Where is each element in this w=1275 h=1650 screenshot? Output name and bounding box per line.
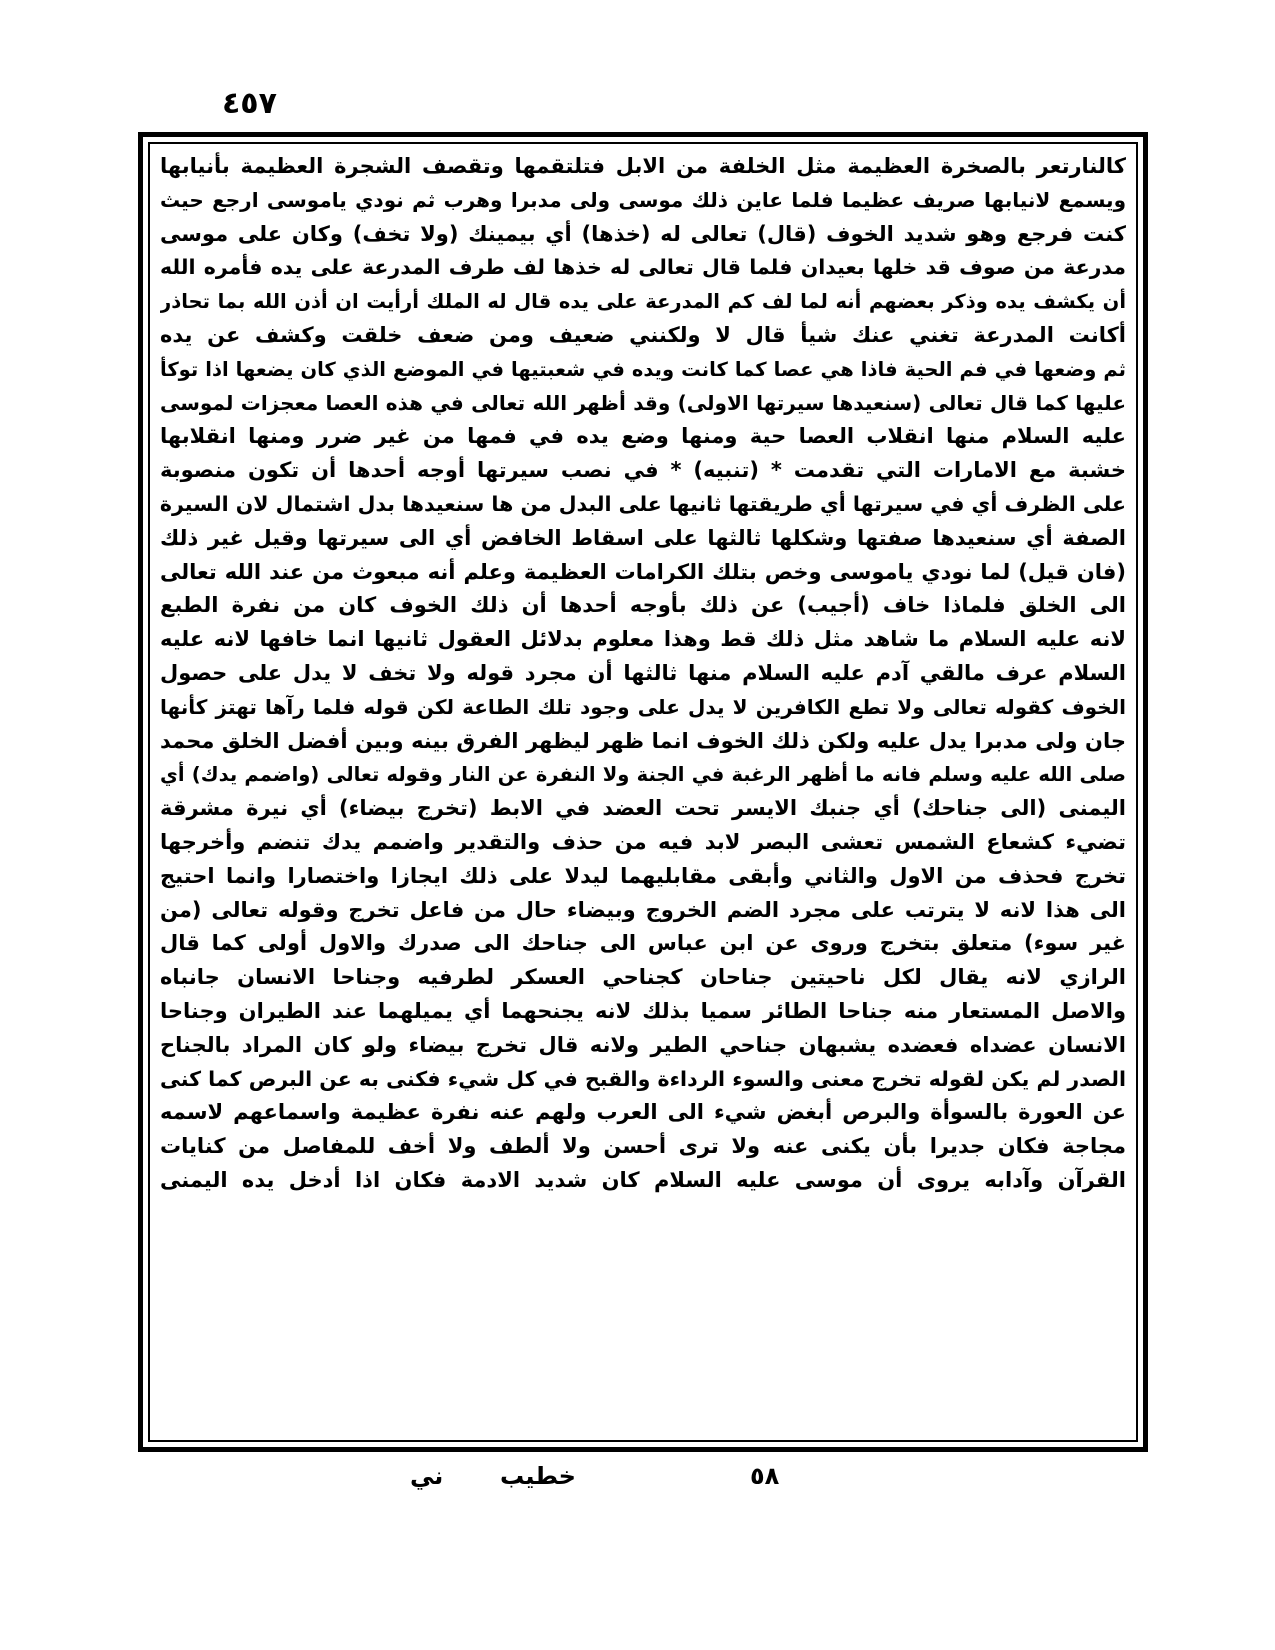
text-line: خشبة مع الامارات التي تقدمت * (تنبيه) * في نصب سيرتها أوجه أحدها أن تكون منصوبة (160, 458, 1126, 483)
page-footer (380, 1462, 900, 1502)
text-line: الى الخلق فلماذا خاف (أجيب) عن ذلك بأوجه أحدها أن ذلك الخوف كان من نفرة الطبع (160, 593, 1126, 618)
text-line: أكانت المدرعة تغني عنك شيأ قال لا ولكنني ضعيف ومن ضعف خلقت وكشف عن يده (160, 322, 1126, 347)
text-line: صلى الله عليه وسلم فانه ما أظهر الرغبة في الجنة ولا النفرة عن النار وقوله تعالى (واضمم يدك) أي (160, 763, 1126, 787)
text-line: على الظرف أي في سيرتها أي طريقتها ثانيها على البدل من ها سنعيدها بدل اشتمال لان السيرة (160, 491, 1126, 516)
text-line: الى هذا لانه لا يترتب على مجرد الضم الخروج وبيضاء حال من فاعل تخرج وقوله تعالى (من (160, 897, 1126, 922)
footer-signature: ني (410, 1462, 444, 1490)
text-line: تضيء كشعاع الشمس تعشى البصر لابد فيه من حذف والتقدير واضمم يدك تنضم وأخرجها (160, 829, 1126, 854)
text-line: ويسمع لانيابها صريف عظيما فلما عاين ذلك موسى ولى مدبرا وهرب ثم نودي ياموسى ارجع حيث (160, 187, 1126, 212)
text-line: كالنارتعر بالصخرة العظيمة مثل الخلفة من الابل فتلتقمها وتقصف الشجرة العظيمة بأنيابها (160, 154, 1126, 178)
text-line: كنت فرجع وهو شديد الخوف (قال) تعالى له (خذها) أي بيمينك (ولا تخف) وكان على موسى (160, 221, 1126, 246)
text-line: الصدر لم يكن لقوله تخرج معنى والسوء الرداءة والقبح في كل شيء فكنى به عن البرص كما كنى (160, 1066, 1126, 1091)
text-line: جان ولى مدبرا يدل عليه ولكن ذلك الخوف انما ظهر ليظهر الفرق بينه وبين أفضل الخلق محمد (160, 728, 1126, 753)
text-line: عليه السلام منها انقلاب العصا حية ومنها وضع يده في فمها من غير ضرر ومنها انقلابها (160, 424, 1126, 449)
text-line: الخوف كقوله تعالى ولا تطع الكافرين لا يدل على وجود تلك الطاعة لكن قوله فلما رآها تهتز كأنها (160, 694, 1126, 719)
text-line: (فان قيل) لما نودي ياموسى وخص بتلك الكرامات العظيمة وعلم أنه مبعوث من عند الله تعالى (160, 559, 1126, 584)
text-line: الانسان عضداه فعضده يشبهان جناحي الطير ولانه قال تخرج بيضاء ولو كان المراد بالجناح (160, 1032, 1126, 1057)
text-line: الصفة أي سنعيدها صفتها وشكلها ثالثها على اسقاط الخافض أي الى سيرتها وقيل غير ذلك (160, 525, 1126, 550)
manuscript-text-body (160, 150, 1126, 1438)
text-line: مدرعة من صوف قد خلها بعيدان فلما قال تعالى له خذها لف طرف المدرعة على يده فأمره الله (160, 255, 1126, 280)
text-line: السلام عرف مالقي آدم عليه السلام منها ثالثها أن مجرد قوله ولا تخف لا يدل على حصول (160, 660, 1126, 685)
page-number: ٤٥٧ (222, 86, 277, 121)
footer-title: خطيب (500, 1462, 576, 1490)
text-line: غير سوء) متعلق بتخرج وروى عن ابن عباس الى جناحك الى صدرك والاول أولى كما قال (160, 931, 1126, 956)
text-line: عن العورة بالسوأة والبرص أبغض شيء الى العرب ولهم عنه نفرة عظيمة واسماعهم لاسمه (160, 1100, 1126, 1125)
text-line: ثم وضعها في فم الحية فاذا هي عصا كما كانت ويده في شعبتيها في الموضع الذي كان يضعها اذا توكأ (160, 357, 1126, 381)
text-line: مجاجة فكان جديرا بأن يكنى عنه ولا ترى أحسن ولا ألطف ولا أخف للمفاصل من كنايات (160, 1134, 1126, 1159)
footer-number: ٥٨ (750, 1462, 780, 1490)
text-line: لانه عليه السلام ما شاهد مثل ذلك قط وهذا معلوم بدلائل العقول ثانيها انما خافها لانه عليه (160, 627, 1126, 652)
text-line: والاصل المستعار منه جناحا الطائر سميا بذلك لانه يجنحهما أي يميلهما عند الطيران وجناحا (160, 998, 1126, 1023)
text-line: أن يكشف يده وذكر بعضهم أنه لما لف كم المدرعة على يده قال له الملك أرأيت ان أذن الله بما تحاذر (160, 290, 1126, 314)
text-line: تخرج فحذف من الاول والثاني وأبقى مقابليهما ليدلا على ذلك ايجازا واختصارا وانما احتيج (160, 863, 1126, 888)
text-line: عليها كما قال تعالى (سنعيدها سيرتها الاولى) وقد أظهر الله تعالى في هذه العصا معجزات لموسى (160, 390, 1126, 415)
text-line: اليمنى (الى جناحك) أي جنبك الايسر تحت العضد في الابط (تخرج بيضاء) أي نيرة مشرقة (160, 796, 1126, 821)
text-line: الرازي لانه يقال لكل ناحيتين جناحان كجناحي العسكر لطرفيه وجناحا الانسان جانباه (160, 965, 1126, 990)
text-line: القرآن وآدابه يروى أن موسى عليه السلام كان شديد الادمة فكان اذا أدخل يده اليمنى (160, 1167, 1126, 1192)
